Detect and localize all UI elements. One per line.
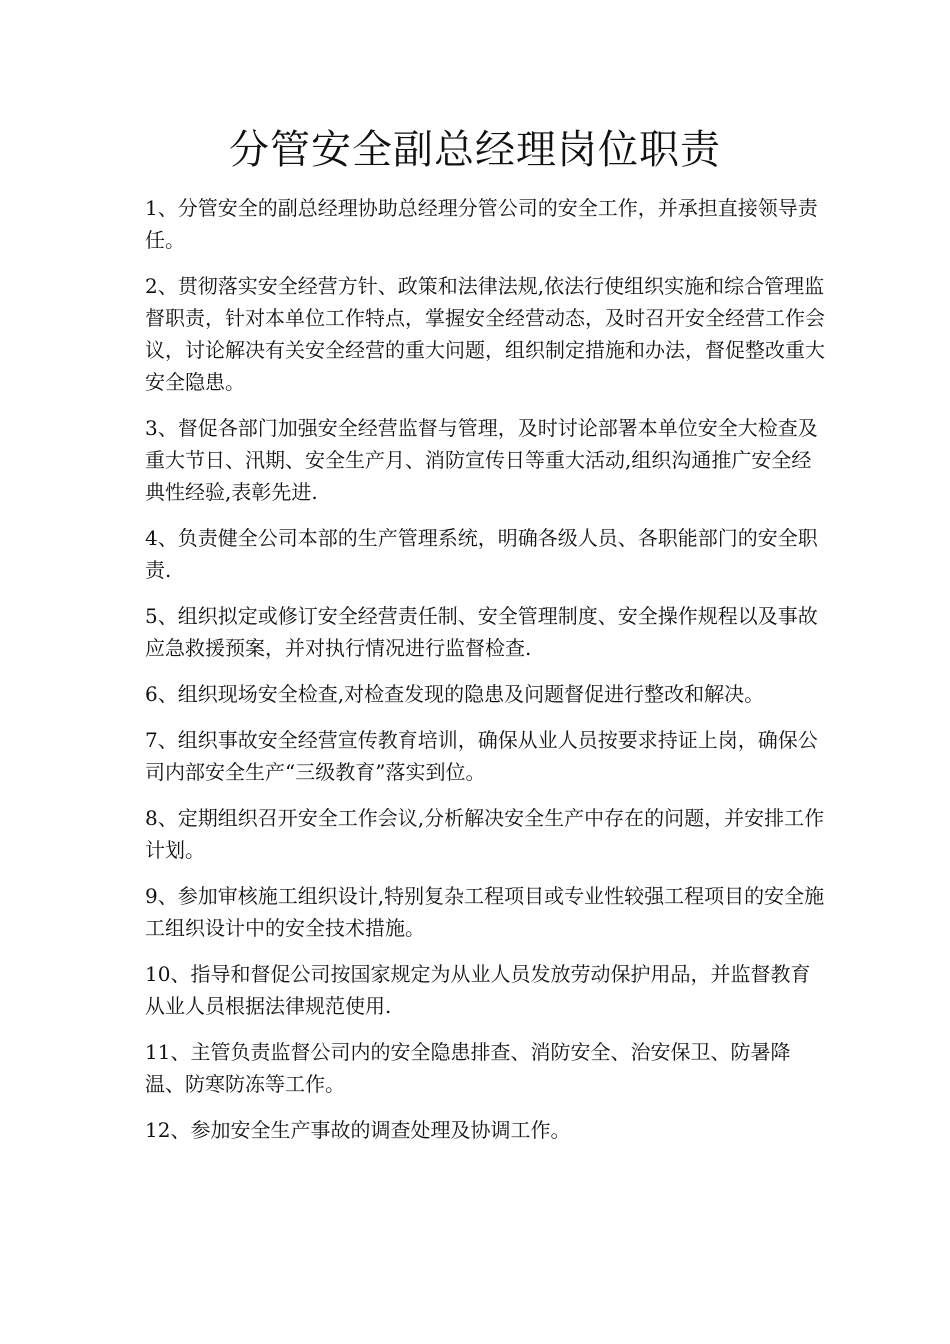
duty-item-2: 2、贯彻落实安全经营方针、政策和法律法规,依法行使组织实施和综合管理监督职责，针对本单位工作特点，掌握安全经营动态，及时召开安全经营工作会议，讨论解决有关安全经营的重大问题，组织制定措施和办法，督促整改重大安全隐患。 [145,274,825,394]
duty-item-7: 7、组织事故安全经营宣传教育培训，确保从业人员按要求持证上岗，确保公司内部安全生产“三级教育”落实到位。 [145,728,818,784]
duty-item-10: 10、指导和督促公司按国家规定为从业人员发放劳动保护用品，并监督教育从业人员根据法律规范使用. [145,962,811,1018]
duty-item-3: 3、督促各部门加强安全经营监督与管理，及时讨论部署本单位安全大检查及重大节日、汛期、安全生产月、消防宣传日等重大活动,组织沟通推广安全经典性经验,表彰先进. [145,416,818,504]
document-title: 分管安全副总经理岗位职责 [229,127,721,173]
duty-item-1: 1、分管安全的副总经理协助总经理分管公司的安全工作，并承担直接领导责任。 [145,196,818,252]
duty-item-6: 6、组织现场安全检查,对检查发现的隐患及问题督促进行整改和解决。 [145,682,765,706]
duty-item-11: 11、主管负责监督公司内的安全隐患排查、消防安全、治安保卫、防暑降温、防寒防冻等工作。 [145,1040,791,1096]
duty-item-8: 8、定期组织召开安全工作会议,分析解决安全生产中存在的问题，并安排工作计划。 [145,806,825,862]
duty-item-12: 12、参加安全生产事故的调查处理及协调工作。 [145,1118,571,1142]
duty-item-4: 4、负责健全公司本部的生产管理系统，明确各级人员、各职能部门的安全职责. [145,526,818,582]
duty-list [145,192,825,1160]
duty-item-9: 9、参加审核施工组织设计,特别复杂工程项目或专业性较强工程项目的安全施工组织设计中的安全技术措施。 [145,884,825,940]
duty-item-5: 5、组织拟定或修订安全经营责任制、安全管理制度、安全操作规程以及事故应急救援预案，并对执行情况进行监督检查. [145,604,818,660]
